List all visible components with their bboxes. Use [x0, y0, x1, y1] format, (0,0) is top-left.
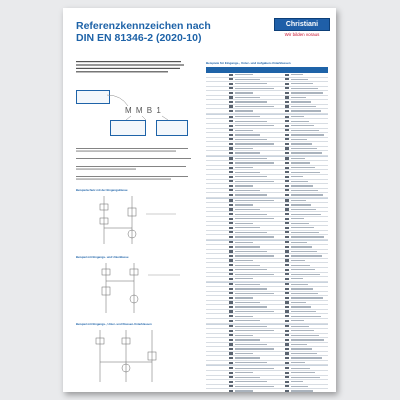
table-cell-class [206, 78, 228, 82]
table-cell-example [284, 115, 328, 119]
table-cell-example [284, 203, 328, 207]
table-cell-subclass [228, 352, 284, 356]
table-cell-subclass [228, 147, 284, 151]
table-cell-example [284, 296, 328, 300]
table-cell-class [206, 319, 228, 323]
table-cell-subclass [228, 115, 284, 119]
table-cell-example [284, 184, 328, 188]
table-cell-subclass [228, 245, 284, 249]
table-cell-example [284, 199, 328, 203]
table-cell-subclass [228, 133, 284, 137]
table-cell-class [206, 296, 228, 300]
table-cell-class [206, 87, 228, 91]
table-cell-example [284, 87, 328, 91]
table-cell-subclass [228, 138, 284, 142]
table-cell-example [284, 208, 328, 212]
table-cell-example [284, 334, 328, 338]
christiani-logo [274, 18, 330, 37]
table-cell-subclass [228, 91, 284, 95]
table-cell-example [284, 235, 328, 239]
classification-table [206, 61, 328, 392]
table-cell-example [284, 287, 328, 291]
table-cell-subclass [228, 166, 284, 170]
table-cell-class [206, 129, 228, 133]
poster [63, 8, 336, 392]
table-cell-class [206, 329, 228, 333]
table-cell-example [284, 119, 328, 123]
table-cell-class [206, 356, 228, 360]
table-cell-class [206, 305, 228, 309]
table-cell-class [206, 184, 228, 188]
table-cell-subclass [228, 347, 284, 351]
table-cell-class [206, 385, 228, 389]
table-cell-subclass [228, 385, 284, 389]
table-cell-example [284, 371, 328, 375]
table-cell-subclass [228, 124, 284, 128]
table-cell-class [206, 389, 228, 392]
table-cell-subclass [228, 142, 284, 146]
table-cell-example [284, 157, 328, 161]
logo-tagline: Wir bilden voraus [284, 32, 320, 37]
table-cell-subclass [228, 78, 284, 82]
table-cell-example [284, 301, 328, 305]
table-cell-example [284, 268, 328, 272]
circuit-diagram-2 [76, 261, 194, 317]
table-cell-subclass [228, 87, 284, 91]
table-cell-subclass [228, 254, 284, 258]
table-cell-example [284, 129, 328, 133]
table-cell-subclass [228, 96, 284, 100]
table-cell-example [284, 82, 328, 86]
table-cell-class [206, 180, 228, 184]
table-row [206, 389, 328, 392]
table-cell-example [284, 385, 328, 389]
table-cell-example [284, 180, 328, 184]
table-heading: Beispiele für Eingangs-, Unter- und Aufgaben-Unterklassen [206, 61, 291, 65]
table-cell-class [206, 352, 228, 356]
table-cell-example [284, 226, 328, 230]
table-cell-class [206, 310, 228, 314]
table-cell-example [284, 366, 328, 370]
table-cell-subclass [228, 119, 284, 123]
table-cell-class [206, 366, 228, 370]
table-cell-class [206, 361, 228, 365]
table-cell-class [206, 301, 228, 305]
table-cell-example [284, 250, 328, 254]
table-cell-subclass [228, 376, 284, 380]
table-cell-class [206, 325, 228, 329]
table-cell-example [284, 193, 328, 197]
table-cell-class [206, 283, 228, 287]
table-cell-example [284, 124, 328, 128]
table-cell-class [206, 203, 228, 207]
table-cell-class [206, 170, 228, 174]
table-cell-class [206, 277, 228, 281]
table-cell-example [284, 217, 328, 221]
table-cell-subclass [228, 129, 284, 133]
table-cell-class [206, 226, 228, 230]
table-cell-class [206, 254, 228, 258]
table-cell-subclass [228, 334, 284, 338]
table-cell-example [284, 222, 328, 226]
table-cell-example [284, 142, 328, 146]
table-cell-example [284, 254, 328, 258]
table-cell-class [206, 235, 228, 239]
table-cell-example [284, 100, 328, 104]
table-cell-subclass [228, 389, 284, 392]
table-cell-subclass [228, 217, 284, 221]
table-cell-example [284, 343, 328, 347]
table-cell-subclass [228, 105, 284, 109]
table-cell-subclass [228, 184, 284, 188]
table-cell-subclass [228, 296, 284, 300]
table-cell-class [206, 292, 228, 296]
table-cell-class [206, 166, 228, 170]
table-cell-example [284, 273, 328, 277]
table-cell-example [284, 292, 328, 296]
diagram-code-letters: M M B 1 [125, 106, 162, 115]
table-cell-subclass [228, 212, 284, 216]
table-cell-class [206, 96, 228, 100]
table-cell-subclass [228, 73, 284, 77]
table-cell-subclass [228, 180, 284, 184]
table-cell-example [284, 263, 328, 267]
table-cell-class [206, 138, 228, 142]
table-cell-example [284, 109, 328, 113]
table-cell-class [206, 189, 228, 193]
table-cell-subclass [228, 199, 284, 203]
table-cell-class [206, 212, 228, 216]
table-cell-subclass [228, 273, 284, 277]
table-cell-class [206, 263, 228, 267]
table-cell-subclass [228, 226, 284, 230]
table-cell-example [284, 241, 328, 245]
table-cell-example [284, 314, 328, 318]
table-cell-subclass [228, 203, 284, 207]
table-cell-class [206, 193, 228, 197]
table-cell-example [284, 305, 328, 309]
table-cell-example [284, 277, 328, 281]
table-cell-example [284, 310, 328, 314]
table-cell-class [206, 314, 228, 318]
table-cell-subclass [228, 292, 284, 296]
table-cell-example [284, 389, 328, 392]
table-cell-class [206, 109, 228, 113]
table-cell-example [284, 175, 328, 179]
table-cell-example [284, 78, 328, 82]
table-cell-class [206, 82, 228, 86]
table-cell-subclass [228, 151, 284, 155]
table-cell-subclass [228, 170, 284, 174]
table-cell-class [206, 91, 228, 95]
table-cell-subclass [228, 283, 284, 287]
circuit1-heading: Beispielschutz mit der Eingangsklasse [76, 188, 128, 192]
table-cell-subclass [228, 231, 284, 235]
table-cell-example [284, 147, 328, 151]
table-cell-class [206, 133, 228, 137]
table-cell-subclass [228, 109, 284, 113]
table-cell-example [284, 347, 328, 351]
table-cell-class [206, 199, 228, 203]
table-cell-example [284, 138, 328, 142]
table-cell-subclass [228, 250, 284, 254]
table-cell-class [206, 287, 228, 291]
table-cell-class [206, 157, 228, 161]
table-cell-example [284, 73, 328, 77]
table-cell-subclass [228, 222, 284, 226]
table-cell-subclass [228, 82, 284, 86]
table-cell-subclass [228, 241, 284, 245]
table-cell-subclass [228, 161, 284, 165]
table-cell-example [284, 329, 328, 333]
poster-title [76, 20, 266, 44]
table-cell-example [284, 212, 328, 216]
table-cell-class [206, 161, 228, 165]
table-cell-class [206, 119, 228, 123]
table-cell-class [206, 151, 228, 155]
title-line-2: DIN EN 81346-2 (2020-10) [76, 32, 202, 44]
table-cell-example [284, 105, 328, 109]
table-cell-subclass [228, 193, 284, 197]
table-cell-class [206, 268, 228, 272]
table-cell-class [206, 273, 228, 277]
table-cell-class [206, 343, 228, 347]
table-cell-subclass [228, 263, 284, 267]
table-cell-example [284, 325, 328, 329]
circuit2-heading: Beispiel mit Eingangs- und Unterklasse [76, 255, 129, 259]
table-cell-class [206, 241, 228, 245]
table-cell-example [284, 338, 328, 342]
table-cell-example [284, 376, 328, 380]
table-cell-class [206, 124, 228, 128]
table-cell-class [206, 380, 228, 384]
table-cell-class [206, 376, 228, 380]
circuit-diagram-1 [76, 194, 194, 248]
table-cell-example [284, 259, 328, 263]
table-cell-example [284, 283, 328, 287]
table-cell-subclass [228, 343, 284, 347]
table-cell-subclass [228, 189, 284, 193]
table-cell-subclass [228, 100, 284, 104]
table-cell-class [206, 259, 228, 263]
table-cell-example [284, 231, 328, 235]
table-cell-subclass [228, 371, 284, 375]
table-cell-example [284, 380, 328, 384]
table-cell-subclass [228, 338, 284, 342]
intro-paragraph [76, 61, 186, 76]
table-cell-class [206, 175, 228, 179]
table-cell-subclass [228, 301, 284, 305]
table-cell-subclass [228, 305, 284, 309]
table-cell-subclass [228, 287, 284, 291]
table-cell-example [284, 319, 328, 323]
reference-designation-diagram [76, 80, 194, 140]
table-cell-example [284, 91, 328, 95]
table-cell-class [206, 115, 228, 119]
logo-brand: Christiani [274, 18, 330, 31]
table-cell-subclass [228, 175, 284, 179]
table-cell-subclass [228, 380, 284, 384]
table-cell-class [206, 371, 228, 375]
table-cell-subclass [228, 268, 284, 272]
table-cell-example [284, 352, 328, 356]
table-cell-class [206, 338, 228, 342]
table-cell-example [284, 356, 328, 360]
table-cell-subclass [228, 366, 284, 370]
table-cell-subclass [228, 208, 284, 212]
table-cell-subclass [228, 361, 284, 365]
circuit3-heading: Beispiel mit Eingangs-, Unter- und Klassen-Unterklassen [76, 322, 152, 326]
table-cell-subclass [228, 356, 284, 360]
title-line-1: Referenzkennzeichen nach [76, 20, 211, 32]
table-cell-example [284, 151, 328, 155]
table-cell-subclass [228, 277, 284, 281]
circuit-diagram-3 [76, 328, 194, 386]
table-cell-subclass [228, 310, 284, 314]
table-cell-class [206, 100, 228, 104]
table-cell-subclass [228, 325, 284, 329]
table-cell-class [206, 142, 228, 146]
table-cell-example [284, 166, 328, 170]
table-cell-example [284, 189, 328, 193]
table-cell-example [284, 245, 328, 249]
table-cell-class [206, 105, 228, 109]
table-cell-class [206, 73, 228, 77]
table-cell-class [206, 245, 228, 249]
table-cell-class [206, 217, 228, 221]
table-cell-example [284, 96, 328, 100]
table-cell-subclass [228, 259, 284, 263]
table-cell-subclass [228, 319, 284, 323]
table-cell-subclass [228, 329, 284, 333]
table-cell-subclass [228, 314, 284, 318]
table-cell-subclass [228, 235, 284, 239]
table-cell-example [284, 133, 328, 137]
diagram-connector-lines [76, 80, 194, 140]
table-cell-example [284, 161, 328, 165]
table-body [206, 73, 328, 392]
table-cell-subclass [228, 157, 284, 161]
table-cell-class [206, 250, 228, 254]
intro-text-lines [76, 61, 186, 75]
table-cell-example [284, 170, 328, 174]
table-cell-class [206, 231, 228, 235]
table-cell-class [206, 347, 228, 351]
table-cell-class [206, 208, 228, 212]
table-cell-class [206, 147, 228, 151]
table-cell-class [206, 334, 228, 338]
table-cell-class [206, 222, 228, 226]
table-cell-example [284, 361, 328, 365]
